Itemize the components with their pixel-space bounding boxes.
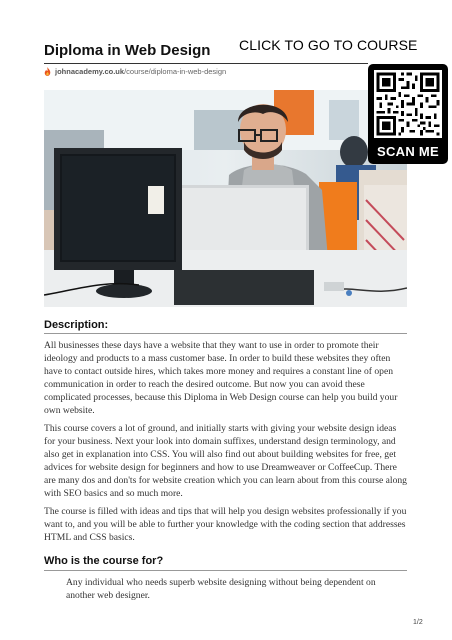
scan-me-label: SCAN ME — [376, 144, 440, 159]
description-paragraph-3: The course is filled with ideas and tips that will help you design websites professionally if you want to, and you will be able to further your knowledge with the coding section that addresses HTML and CSS basics. — [44, 506, 407, 543]
qr-pattern — [374, 70, 442, 138]
description-divider — [44, 333, 407, 334]
source-link[interactable] — [44, 67, 226, 76]
flame-icon — [44, 67, 51, 76]
audience-heading: Who is the course for? — [44, 555, 164, 567]
title-divider — [44, 63, 368, 64]
qr-code[interactable] — [374, 70, 442, 138]
description-paragraph-2: This course covers a lot of ground, and initially starts with giving your website design ideas for your business. Next your look into domain suffixes, understand design terminology, and also get in explanation into CSS. You will also find out about building websites for free, get advices for website design for beginners and how to use Dreamweaver or CoffeeCup. There are many dos and don'ts for website creation which you can learn about from this course along with SEO basics and so much more. — [44, 423, 407, 499]
qr-code-panel[interactable] — [368, 64, 448, 164]
source-domain: johnacademy.co.uk — [55, 67, 125, 76]
page-title: Diploma in Web Design — [44, 42, 211, 59]
audience-divider — [44, 570, 407, 571]
audience-item: Any individual who needs superb website designing without being dependent on another web designer. — [66, 577, 376, 601]
source-path: /course/diploma-in-web-design — [124, 67, 227, 76]
description-paragraph-1: All businesses these days have a website that they want to use in order to promote their ideology and products to a mass customer base. In order to build these websites they often have to contact outside hires, which takes more money and requires a constant line of open communication in order to reach the desired outcome. But now you can avoid these complicated processes, because this Diploma in Web Design course can help you build your own website. — [44, 340, 398, 416]
office-illustration — [44, 90, 407, 307]
hero-photo — [44, 90, 407, 307]
page-number: 1/2 — [413, 619, 423, 626]
go-to-course-link[interactable]: CLICK TO GO TO COURSE — [239, 37, 418, 53]
description-heading: Description: — [44, 319, 109, 331]
